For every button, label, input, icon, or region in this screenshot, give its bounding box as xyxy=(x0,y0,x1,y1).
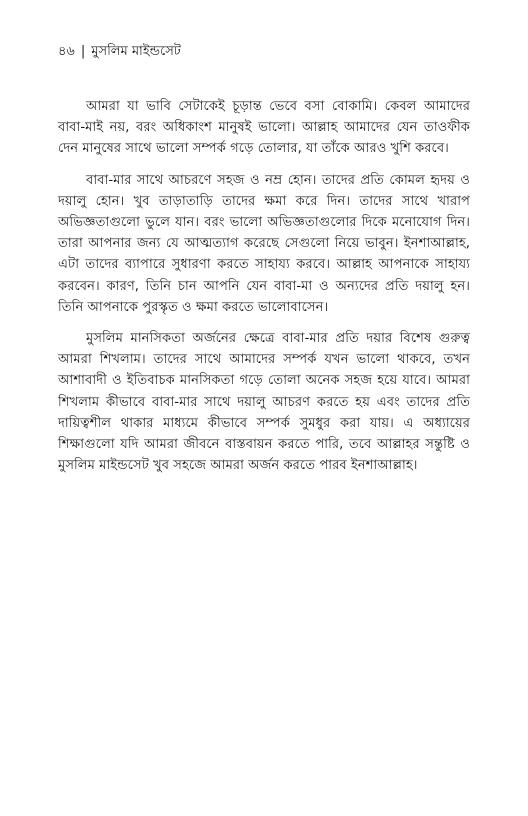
running-header xyxy=(58,44,181,60)
body-text xyxy=(58,96,470,486)
header-separator: | xyxy=(80,44,86,59)
paragraph-1: আমরা যা ভাবি সেটাকেই চূড়ান্ত ভেবে বসা বোকামি। কেবল আমাদের বাবা-মাই নয়, বরং অধিকাংশ মানুষই ভালো। আল্লাহ আমাদের যেন তাওফীক দেন মানুষের সাথে ভালো সম্পর্ক গড়ে তোলার, যা তাঁকে আরও খুশি করবে। xyxy=(58,99,470,157)
paragraph-2: বাবা-মার সাথে আচরণে সহজ ও নম্র হোন। তাদের প্রতি কোমল হৃদয় ও দয়ালু হোন। খুব তাড়াতাড়ি তাদের ক্ষমা করে দিন। তাদের সাথে খারাপ অভিজ্ঞতাগুলো ভুলে যান। বরং ভালো অভিজ্ঞতাগুলোর দিকে মনোযোগ দিন। তারা আপনার জন্য যে আত্মত্যাগ করেছে সেগুলো নিয়ে ভাবুন। ইনশাআল্লাহ, এটা তাদের ব্যাপারে সুধারণা করতে সাহায্য করবে। আল্লাহ আপনাকে সাহায্য করবেন। কারণ, তিনি চান আপনি যেন বাবা-মা ও অন্যদের প্রতি দয়ালু হন। তিনি আপনাকে পুরস্কৃত ও ক্ষমা করতে ভালোবাসেন। xyxy=(58,172,470,315)
page-number: ৪৬ xyxy=(58,44,75,59)
paragraph-3: মুসলিম মানসিকতা অর্জনের ক্ষেত্রে বাবা-মার প্রতি দয়ার বিশেষ গুরুত্ব আমরা শিখলাম। তাদের সাথে আমাদের সম্পর্ক যখন ভালো থাকবে, তখন আশাবাদী ও ইতিবাচক মানসিকতা গড়ে তোলা অনেক সহজ হয়ে যাবে। আমরা শিখলাম কীভাবে বাবা-মার সাথে দয়ালু আচরণ করতে হয় এবং তাদের প্রতি দায়িত্বশীল থাকার মাধ্যমে কীভাবে সম্পর্ক সুমধুর করা যায়। এ অধ্যায়ের শিক্ষাগুলো যদি আমরা জীবনে বাস্তবায়ন করতে পারি, তবে আল্লাহর সন্তুষ্টি ও মুসলিম মাইন্ডসেট খুব সহজে আমরা অর্জন করতে পারব ইনশাআল্লাহ। xyxy=(58,331,470,474)
book-title: মুসলিম মাইন্ডসেট xyxy=(91,44,181,59)
